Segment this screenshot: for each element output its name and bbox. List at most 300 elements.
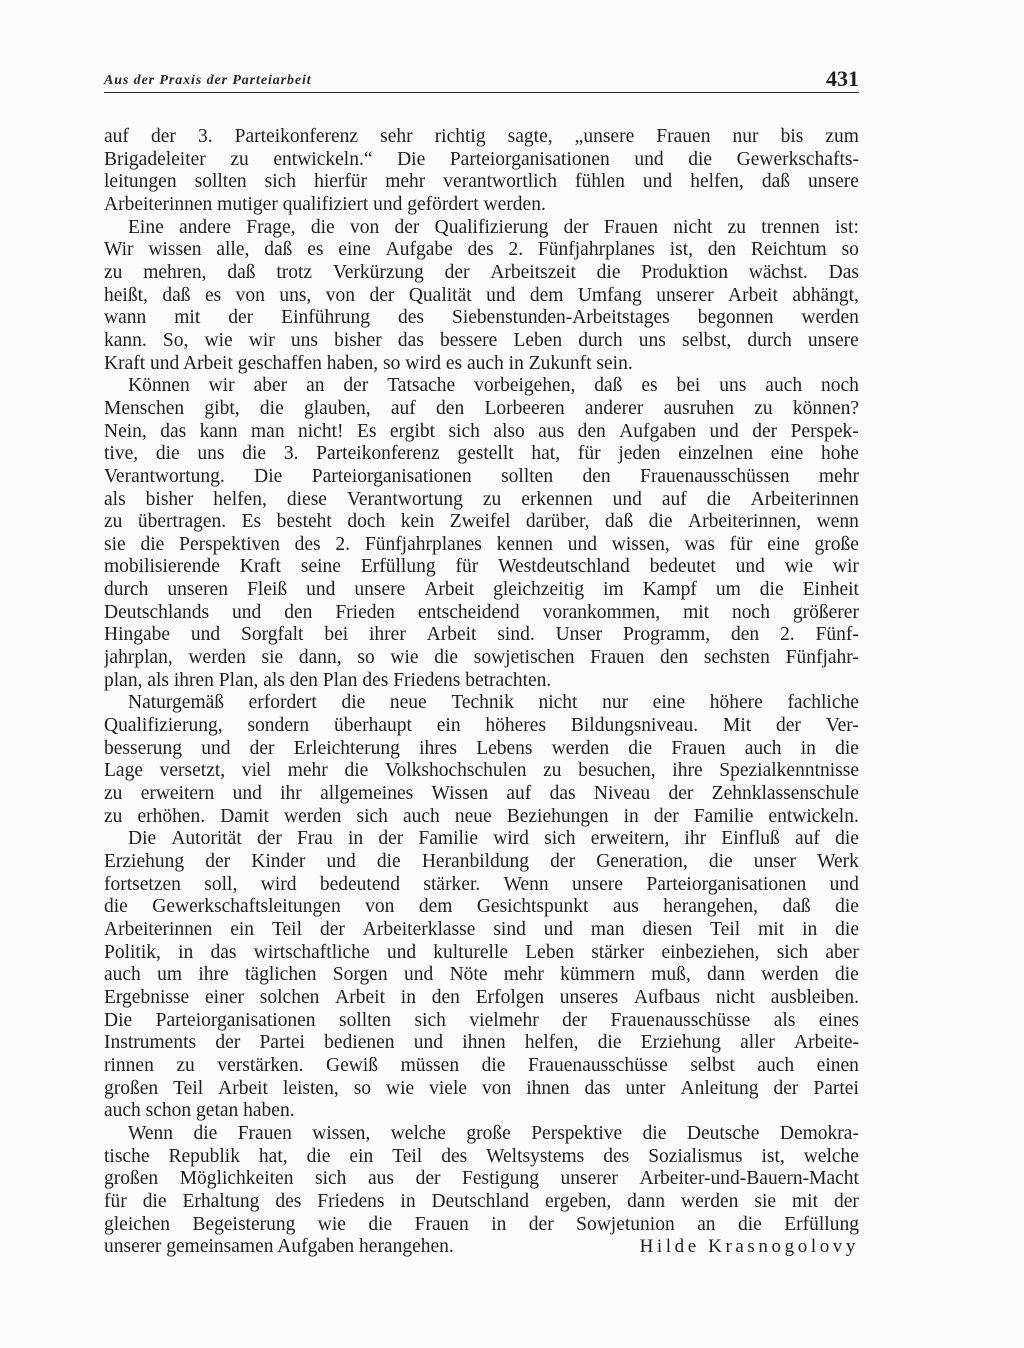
text-line: [104, 715, 859, 738]
word: Perspektive: [531, 1122, 623, 1144]
word: werden: [551, 737, 610, 759]
word: überhaupt: [333, 715, 412, 737]
word: Niveau: [593, 783, 651, 805]
word: Arbeiterklasse: [362, 918, 476, 940]
word: Brigadeleiter: [104, 148, 206, 170]
word: der: [550, 851, 576, 872]
word: sechsten: [703, 647, 770, 669]
word: sich: [315, 1168, 347, 1190]
word: große: [466, 1122, 511, 1144]
word: mehr: [287, 760, 328, 782]
text-line: [104, 1146, 859, 1169]
word: verantwortlich: [443, 171, 558, 193]
word: höhere: [709, 692, 763, 714]
word: Zweifel: [449, 511, 511, 533]
text-line: [104, 1055, 859, 1078]
word: gibt,: [204, 397, 240, 419]
word: rinnen: [104, 1054, 154, 1076]
word: durch: [104, 579, 149, 601]
word: Einfluß: [721, 828, 780, 850]
word: dem: [418, 896, 453, 918]
text-line: [104, 624, 859, 647]
word: das: [584, 1077, 611, 1099]
word: Spezialkenntnisse: [719, 760, 859, 782]
word: Sorgen: [332, 964, 388, 986]
word: mehr: [385, 171, 426, 193]
word: Eine: [128, 216, 164, 238]
text-line: [104, 987, 859, 1010]
word: Erhaltung: [182, 1190, 260, 1212]
word: Instruments: [104, 1032, 197, 1054]
word: entscheidend: [417, 601, 520, 623]
text-line: [104, 421, 859, 444]
word: fortsetzen: [104, 873, 181, 895]
word: eine: [338, 239, 371, 261]
word: die: [706, 488, 731, 510]
word: Die: [104, 1009, 133, 1031]
word: wann: [104, 307, 147, 329]
word: Gesichtspunkt: [476, 896, 589, 918]
word: sollten: [339, 1009, 392, 1031]
word: auch: [104, 964, 141, 986]
word: Mit: [722, 715, 752, 737]
word: ihrer: [369, 624, 406, 646]
word: die: [368, 1213, 393, 1235]
word: und: [404, 964, 434, 986]
word: Familie: [418, 828, 478, 850]
word: für: [104, 1190, 127, 1212]
word: eine: [652, 692, 686, 714]
running-header: [104, 68, 859, 93]
word: und: [232, 601, 262, 623]
word: in: [347, 828, 364, 850]
word: unsere: [807, 329, 859, 351]
word: unserer: [656, 284, 714, 306]
word: der: [444, 261, 470, 283]
word: zu: [104, 805, 123, 827]
word: Lage: [104, 760, 143, 782]
word: das: [210, 941, 237, 963]
word: in: [491, 1213, 507, 1235]
word: entwickeln.“: [273, 148, 373, 170]
word: soll,: [204, 873, 238, 895]
word: die: [481, 1054, 506, 1076]
word: der: [668, 783, 694, 805]
word: der: [378, 828, 404, 850]
word: sollten: [501, 465, 554, 487]
text-line: [104, 171, 859, 194]
word: einbeziehen,: [661, 941, 760, 963]
word: Qualifizierung,: [104, 715, 223, 737]
word: hat,: [258, 1145, 288, 1167]
word: die: [737, 1213, 762, 1235]
word: tische: [104, 1145, 150, 1167]
word: bei: [324, 624, 349, 646]
word: welche: [803, 1145, 859, 1167]
word: solchen: [259, 986, 320, 1008]
word: das: [160, 420, 187, 442]
word: die: [835, 828, 859, 850]
word: in: [800, 737, 816, 759]
word: Reichtum: [750, 239, 827, 261]
word: die: [759, 579, 784, 601]
word: wirtschaftliche: [253, 941, 370, 963]
word: Qualifizierung: [434, 216, 549, 238]
word: hierfür: [314, 171, 368, 193]
word: die: [648, 511, 673, 533]
word: mehr: [503, 964, 544, 986]
word: werden: [188, 647, 246, 669]
word: uns: [197, 443, 225, 465]
text-line: [104, 556, 859, 579]
word: gestellt: [457, 443, 514, 465]
word: sich: [776, 941, 809, 963]
word: wie: [390, 647, 419, 669]
word: auch: [402, 805, 440, 827]
text-line: [104, 1168, 859, 1191]
word: auch: [757, 1054, 795, 1076]
word: sondern: [247, 715, 310, 737]
word: der: [150, 126, 176, 147]
text-line: [104, 874, 859, 897]
word: zu: [104, 261, 123, 283]
word: es: [307, 239, 324, 261]
word: ihr: [280, 783, 302, 805]
word: Wenn: [503, 873, 549, 895]
word: werden: [681, 1190, 739, 1212]
word: seine: [300, 556, 341, 578]
word: der: [343, 375, 369, 397]
word: anderer: [584, 397, 644, 419]
word: auf: [661, 488, 687, 510]
text-line: [104, 534, 859, 557]
word: Arbeite-: [794, 1032, 859, 1054]
text-line: [104, 1032, 859, 1055]
word: Möglichkeiten: [179, 1168, 294, 1190]
word: Parteiorganisationen: [449, 148, 610, 170]
word: ein: [436, 715, 461, 737]
word: 3.: [197, 126, 213, 147]
word: Republik: [168, 1145, 240, 1167]
word: Beziehungen: [506, 805, 609, 827]
word: des: [467, 239, 494, 261]
text-line: [104, 602, 859, 625]
word: darüber,: [525, 511, 590, 533]
word: jeden: [618, 443, 661, 465]
word: Frauen: [414, 1213, 469, 1235]
word: Nein,: [104, 420, 147, 442]
word: Fünfjahrplanes: [537, 239, 655, 261]
word: Frauen: [656, 126, 711, 147]
word: es: [641, 375, 658, 397]
author-signature: Hilde Krasnogolovy: [639, 1236, 859, 1258]
word: Programm,: [622, 624, 711, 646]
word: Bildungsniveau.: [570, 715, 699, 737]
word: Frau: [297, 828, 333, 850]
text-line: Arbeiterinnen mutiger qualifiziert und gefördert werden.: [104, 193, 546, 215]
text-line: [104, 1123, 859, 1146]
word: Deutschlands: [104, 601, 210, 623]
word: wir: [248, 329, 275, 351]
word: eines: [818, 1009, 859, 1031]
word: Perspek-: [790, 420, 859, 442]
word: Erfüllung: [784, 1213, 859, 1235]
word: Arbeit: [218, 1077, 268, 1099]
text-line: [104, 806, 859, 829]
word: und: [567, 533, 597, 555]
word: ist,: [761, 1145, 785, 1167]
word: von: [482, 1077, 512, 1099]
word: noch: [821, 375, 859, 397]
word: die: [155, 443, 180, 465]
word: kein: [400, 511, 435, 533]
word: neue: [389, 692, 427, 714]
word: Frauen: [603, 216, 658, 238]
word: die: [193, 1122, 218, 1144]
word: unsere: [572, 873, 623, 895]
word: sich: [356, 805, 388, 827]
word: Arbeit: [728, 284, 778, 306]
word: stärker: [591, 941, 645, 963]
word: wie: [317, 1213, 346, 1235]
word: sie: [261, 647, 284, 669]
word: Verantwortung: [346, 488, 463, 510]
word: uns: [290, 329, 318, 351]
word: ihre: [198, 964, 229, 986]
word: der: [528, 1213, 554, 1235]
word: Technik: [451, 692, 514, 714]
word: zu: [104, 511, 123, 533]
word: den: [284, 601, 313, 623]
word: aber: [825, 941, 859, 963]
word: Perspektiven: [179, 533, 280, 555]
word: und: [306, 579, 336, 601]
word: ihnen: [526, 1077, 570, 1099]
word: stärker.: [423, 873, 481, 895]
word: übertragen.: [137, 511, 227, 533]
word: Erziehung: [640, 1032, 721, 1054]
text-line: [104, 443, 859, 466]
word: ergeben,: [544, 1190, 612, 1212]
text-line: [104, 217, 859, 240]
word: vorankommen,: [542, 601, 661, 623]
word: erweitern: [140, 783, 215, 805]
word: Es: [241, 511, 262, 533]
word: sich: [544, 828, 576, 850]
word: Frieden: [335, 601, 395, 623]
text-line: [104, 285, 859, 308]
text-line: [104, 1214, 859, 1237]
word: und: [634, 148, 664, 170]
word: der: [775, 715, 801, 737]
word: Das: [828, 261, 859, 283]
text-line: [104, 919, 859, 942]
word: Produktion: [641, 261, 728, 283]
word: Westdeutschland: [498, 556, 630, 578]
word: wird: [260, 873, 297, 895]
word: neue: [454, 805, 492, 827]
closing-text: unserer gemeinsamen Aufgaben herangehen.: [104, 1236, 454, 1258]
word: werden: [284, 805, 342, 827]
word: doch: [347, 511, 386, 533]
word: Festigung: [462, 1168, 539, 1190]
word: Umfang: [577, 284, 642, 306]
word: mobilisierende: [104, 556, 220, 578]
word: und: [735, 556, 765, 578]
word: und: [232, 783, 262, 805]
word: Naturgemäß: [128, 692, 225, 714]
word: zu: [104, 783, 123, 805]
word: erkennen: [521, 488, 593, 510]
word: mit: [791, 1190, 818, 1212]
word: Teil: [271, 918, 303, 940]
word: der: [205, 851, 231, 872]
text-line: [104, 760, 859, 783]
text-line: Kraft und Arbeit geschaffen haben, so wird es auch in Zukunft sein.: [104, 352, 633, 374]
word: das: [549, 783, 576, 805]
running-title: Aus der Praxis der Parteiarbeit: [104, 73, 312, 88]
word: um: [715, 579, 741, 601]
word: aber: [253, 375, 288, 397]
word: bedeutet: [649, 556, 716, 578]
word: der: [394, 216, 420, 238]
word: Erziehung: [104, 851, 185, 872]
word: Sorgfalt: [241, 624, 304, 646]
word: als: [773, 1009, 796, 1031]
text-line: [104, 738, 859, 761]
word: nicht!: [298, 420, 344, 442]
word: Autorität: [171, 828, 242, 850]
word: der: [249, 737, 275, 759]
word: gleichzeitig: [493, 579, 585, 601]
word: Arbeiterinnen,: [688, 511, 802, 533]
word: an: [306, 375, 325, 397]
word: von: [325, 284, 356, 306]
word: der: [773, 1077, 799, 1099]
word: daß: [782, 896, 811, 918]
word: Fünf-: [815, 624, 859, 646]
word: Sozialismus: [648, 1145, 743, 1167]
word: Anleitung: [680, 1077, 759, 1099]
word: bedeutend: [319, 873, 401, 895]
word: Erleichterung: [293, 737, 400, 759]
word: so: [353, 1077, 372, 1099]
word: Deutsche: [686, 1122, 760, 1144]
word: unser: [753, 851, 796, 872]
word: um: [157, 964, 183, 986]
word: hohe: [820, 443, 859, 465]
word: auf: [390, 397, 416, 419]
word: den: [431, 986, 460, 1008]
word: Frauenausschüsse: [528, 1054, 668, 1076]
word: die: [242, 443, 267, 465]
word: kulturelle: [433, 941, 509, 963]
word: verstärken.: [217, 1054, 304, 1076]
page-number: 431: [826, 66, 859, 91]
word: höheres: [485, 715, 547, 737]
word: eine: [770, 443, 804, 465]
word: die: [628, 737, 653, 759]
word: Partei: [259, 1032, 305, 1054]
word: Erfüllung: [360, 556, 436, 578]
word: Aufbaus: [634, 986, 701, 1008]
text-line: [104, 398, 859, 421]
word: das: [397, 329, 424, 351]
word: Ergebnisse: [104, 986, 190, 1008]
word: den: [582, 465, 611, 487]
word: wie: [784, 556, 813, 578]
word: die: [376, 851, 401, 872]
word: Partei: [813, 1077, 859, 1099]
word: den: [707, 239, 737, 261]
word: wissen: [148, 239, 202, 261]
word: Leben: [513, 329, 563, 351]
word: den: [660, 647, 689, 669]
word: man: [251, 420, 285, 442]
word: kann: [199, 420, 238, 442]
word: dem: [529, 284, 564, 306]
word: wächst.: [748, 261, 808, 283]
word: großen: [104, 1077, 159, 1099]
word: trotz: [276, 261, 313, 283]
text-line: [104, 851, 859, 874]
word: können?: [792, 397, 859, 419]
text-line: plan, als ihren Plan, als den Plan des Friedens betrachten.: [104, 669, 552, 691]
word: im: [603, 579, 624, 601]
text-line: [104, 330, 859, 353]
word: daß: [227, 261, 256, 283]
text-line: [104, 964, 859, 987]
word: an: [697, 1213, 716, 1235]
word: sind: [493, 918, 526, 940]
word: daß: [264, 239, 293, 261]
word: unsere: [808, 171, 859, 193]
word: großen: [104, 1168, 159, 1190]
word: nicht: [673, 216, 713, 238]
word: sehr: [380, 126, 413, 147]
word: aller: [740, 1032, 775, 1054]
word: Parteiorganisationen: [646, 873, 807, 895]
word: besuchen,: [578, 760, 656, 782]
word: des: [294, 533, 321, 555]
word: auf: [794, 828, 820, 850]
word: Fleiß: [247, 579, 288, 601]
word: jahrplan,: [104, 647, 173, 669]
word: Lorbeeren: [484, 397, 565, 419]
word: und: [190, 624, 221, 646]
word: der: [256, 828, 282, 850]
word: die: [104, 896, 128, 918]
word: man: [590, 918, 625, 940]
word: so: [357, 647, 375, 669]
word: Ver-: [825, 715, 859, 737]
word: und: [642, 171, 673, 193]
text-line: [104, 149, 859, 172]
word: Kraft: [239, 556, 281, 578]
word: dann,: [298, 647, 342, 669]
word: Wir: [104, 239, 134, 261]
word: noch: [732, 601, 770, 623]
word: wir: [208, 375, 235, 397]
word: ergibt: [389, 420, 436, 442]
word: versetzt,: [159, 760, 226, 782]
word: Friedens: [317, 1190, 385, 1212]
word: wissen,: [312, 1122, 371, 1144]
word: Arbeit: [424, 579, 475, 601]
word: nur: [732, 126, 759, 147]
text-line: [104, 126, 859, 149]
word: wird: [493, 828, 529, 850]
